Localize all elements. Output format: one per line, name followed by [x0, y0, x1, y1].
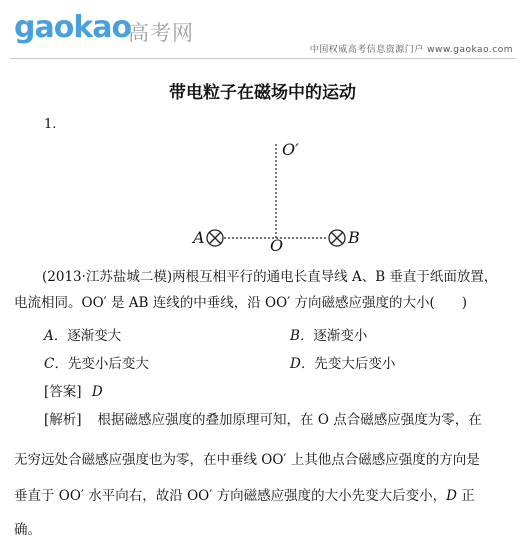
- option-c-text: 先变小后变大: [67, 356, 149, 372]
- option-d-letter: D．: [290, 356, 315, 372]
- option-d-text: 先变大后变小: [314, 356, 396, 372]
- answer-row: [44, 380, 103, 400]
- label-o-prime: O′: [282, 140, 299, 159]
- magnetic-field-figure: [180, 136, 380, 256]
- site-header: [0, 0, 525, 62]
- option-b-text: 逐渐变小: [313, 328, 368, 344]
- wire-a-into-page-icon: [207, 230, 223, 246]
- option-c: [44, 352, 149, 372]
- analysis-line-2: 无穷远处合磁感应强度也为零，在中垂线 OO′ 上其他点合磁感应强度的方向是: [14, 452, 480, 468]
- question-number: 1.: [44, 117, 57, 132]
- answer-label: [答案]: [44, 384, 82, 400]
- option-b-letter: B．: [290, 328, 314, 344]
- analysis-text-3a: 垂直于 OO′ 水平向右，故沿 OO′ 方向磁感应强度的大小先变大后变小，: [14, 488, 447, 504]
- analysis-text-3c: 正: [456, 488, 475, 504]
- label-b: B: [348, 228, 360, 247]
- question-stem-line-2: 电流相同。OO′ 是 AB 连线的中垂线，沿 OO′ 方向磁感应强度的大小( ): [14, 295, 468, 311]
- site-tagline: 中国权威高考信息资源门户 www.gaokao.com: [309, 45, 513, 55]
- option-a-text: 逐渐变大: [67, 328, 122, 344]
- option-a: [44, 324, 121, 344]
- label-o: O: [270, 236, 284, 255]
- answer-value: D: [91, 384, 103, 400]
- analysis-line-1: [14, 408, 514, 433]
- analysis-label: [解析]: [44, 412, 82, 428]
- label-a: A: [193, 228, 205, 247]
- analysis-line-4: 确。: [14, 522, 41, 538]
- page-title: 带电粒子在磁场中的运动: [169, 83, 356, 103]
- logo-latin: gaokao: [14, 10, 132, 45]
- option-c-letter: C．: [44, 356, 68, 372]
- option-b: [290, 324, 367, 344]
- option-a-letter: A．: [44, 328, 68, 344]
- header-divider: [10, 58, 515, 59]
- logo-chinese: 高考网: [128, 21, 194, 45]
- option-d: [290, 352, 395, 372]
- analysis-text-1: 根据磁感应强度的叠加原理可知，在 O 点合磁感应强度为零，在: [97, 412, 482, 428]
- wire-b-into-page-icon: [329, 230, 345, 246]
- analysis-line-3: [14, 484, 514, 509]
- question-stem-line-1: (2013·江苏盐城二模)两根互相平行的通电长直导线 A、B 垂直于纸面放置，: [42, 269, 498, 285]
- analysis-text-3b: D: [446, 488, 457, 504]
